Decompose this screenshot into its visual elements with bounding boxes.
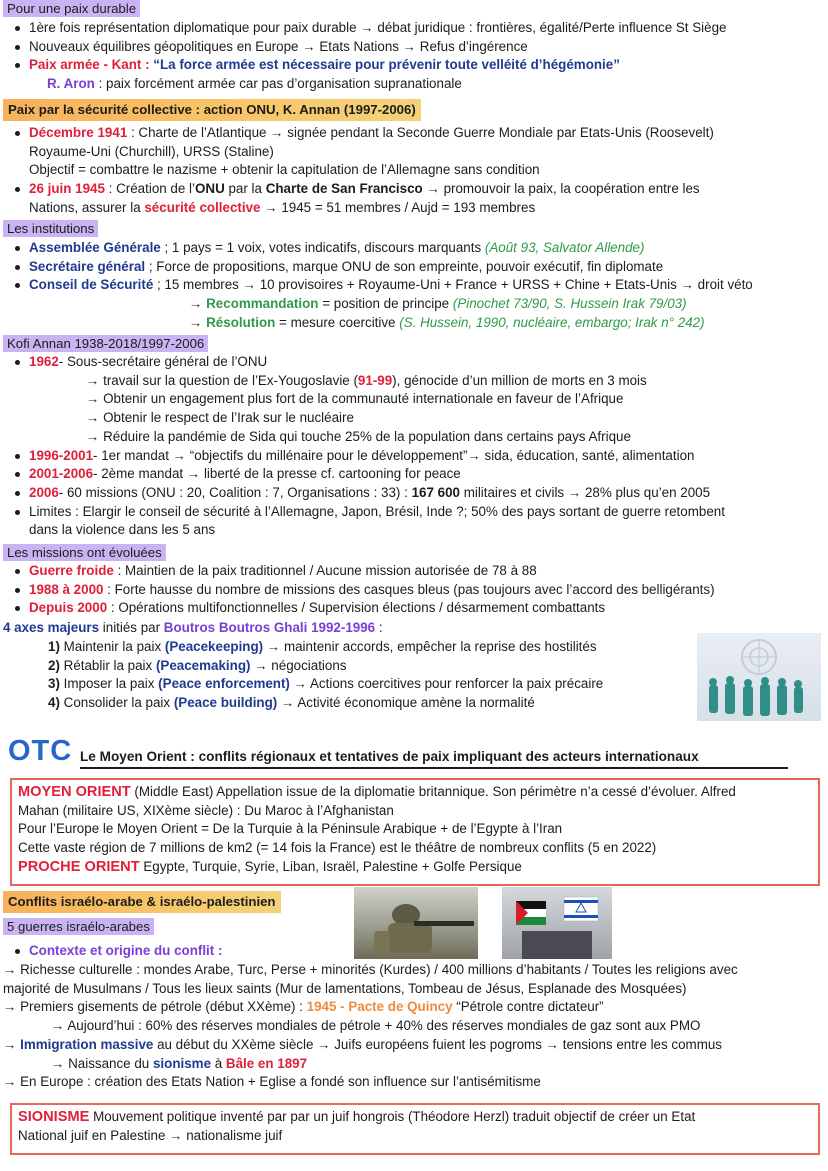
text-line: → Premiers gisements de pétrole (début XXème) : 1945 - Pacte de Quincy “Pétrole contre dictateur”: [3, 999, 604, 1015]
list-item: 2001-2006- 2ème mandat → liberté de la presse cf. cartooning for peace: [3, 465, 822, 484]
list-item: Paix armée - Kant : “La force armée est nécessaire pour prévenir toute velléité d’hégémonie”: [3, 56, 822, 75]
list-continuation: Objectif = combattre le nazisme + obtenir la capitulation de l’Allemagne sans condition: [29, 162, 540, 178]
box-line: National juif en Palestine → nationalisme juif: [18, 1127, 283, 1143]
axes-intro: 4 axes majeurs initiés par Boutros Boutros Ghali 1992-1996 :: [3, 620, 383, 635]
institutions-list: [3, 239, 822, 333]
list-item: Depuis 2000 : Opérations multifonctionnelles / Supervision élections / désarmement combattants: [3, 599, 822, 618]
list-item: 1ère fois représentation diplomatique pour paix durable → débat juridique : frontières, égalité/Perte influence St Siège: [3, 19, 822, 38]
list-continuation: → Recommandation = position de principe (Pinochet 73/90, S. Hussein Irak 79/03): [189, 296, 687, 312]
contexte-details: [3, 961, 822, 1092]
list-continuation: Nations, assurer la sécurité collective → 1945 = 51 membres / Aujd = 193 membres: [29, 199, 536, 215]
text-line: → Aujourd’hui : 60% des réserves mondiales de pétrole + 40% des réserves mondiales de gaz sont aux PMO: [51, 1018, 701, 1034]
list-item: Conseil de Sécurité ; 15 membres → 10 provisoires + Royaume-Uni + France + URSS + Chine + Etats-Unis → droit véto: [3, 276, 822, 295]
list-continuation: → Réduire la pandémie de Sida qui touche 25% de la population dans certains pays Afrique: [86, 428, 631, 444]
text-line: → Immigration massive au début du XXème siècle → Juifs européens fuient les pogroms → tensions entre les commus: [3, 1036, 722, 1052]
list-item: 1962- Sous-secrétaire général de l’ONU: [3, 353, 822, 372]
list-item: Contexte et origine du conflit :: [3, 942, 822, 961]
axis-item: 3) Imposer la paix (Peace enforcement) → Actions coercitives pour renforcer la paix précaire: [48, 676, 604, 692]
list-item: 1988 à 2000 : Forte hausse du nombre de missions des casques bleus (pas toujours avec l’accord des belligérants): [3, 581, 822, 600]
list-item: Nouveaux équilibres géopolitiques en Europe → Etats Nations → Refus d’ingérence: [3, 38, 822, 57]
list-continuation: R. Aron : paix forcément armée car pas d’organisation supranationale: [47, 76, 462, 92]
list-item: Secrétaire général ; Force de propositions, marque ONU de son empreinte, pouvoir exécutif, fin diplomate: [3, 258, 822, 277]
un-emblem-icon: [697, 633, 821, 721]
securite-collective-list: [3, 124, 822, 218]
list-item: Assemblée Générale ; 1 pays = 1 voix, votes indicatifs, discours marquants (Août 93, Salvator Allende): [3, 239, 822, 258]
box-line: Mahan (militaire US, XIXème siècle) : Du Maroc à l’Afghanistan: [18, 802, 394, 818]
list-continuation: → Obtenir un engagement plus fort de la communauté internationale en faveur de l’Afrique: [86, 391, 624, 407]
sionisme-box: [10, 1103, 820, 1155]
box-line: Cette vaste région de 7 millions de km2 (= 14 fois la France) est le théâtre de nombreux conflits (5 en 2022): [18, 840, 657, 856]
list-continuation: Royaume-Uni (Churchill), URSS (Staline): [29, 143, 274, 159]
section-title-conflits: Conflits israélo-arabe & israélo-palestinien: [3, 891, 281, 913]
list-continuation: → Obtenir le respect de l’Irak sur le nucléaire: [86, 410, 354, 426]
list-item: 1996-2001- 1er mandat → “objectifs du millénaire pour le développement”→ sida, éducation, santé, alimentation: [3, 447, 822, 466]
moyen-orient-box: [10, 778, 820, 886]
paix-durable-list: [3, 19, 822, 94]
axis-item: 1) Maintenir la paix (Peacekeeping) → maintenir accords, empêcher la reprise des hostilités: [48, 639, 597, 654]
axis-item: 2) Rétablir la paix (Peacemaking) → négociations: [48, 657, 347, 673]
contexte-list: [3, 942, 822, 961]
list-continuation: → travail sur la question de l’Ex-Yougoslavie (91-99), génocide d’un million de morts en 3 mois: [86, 372, 647, 388]
text-line: majorité de Musulmans / Tous les lieux saints (Mur de lamentations, Tombeau de Jésus, Esplanade des Mosquées): [3, 980, 687, 996]
list-item: 2006- 60 missions (ONU : 20, Coalition : 7, Organisations : 33) : 167 600 militaires et civils → 28% plus qu’en 2005: [3, 484, 822, 503]
text-line: → Richesse culturelle : mondes Arabe, Turc, Perse + minorités (Kurdes) / 400 millions d’habitants / Toutes les religions avec: [3, 962, 738, 977]
list-continuation: dans la violence dans les 5 ans: [29, 522, 216, 538]
list-item: 26 juin 1945 : Création de l’ONU par la Charte de San Francisco → promouvoir la paix, la coopération entre les: [3, 180, 822, 199]
box-line: MOYEN ORIENT (Middle East) Appellation issue de la diplomatie britannique. Son périmètre n’a cessé d’évoluer. Alfred: [18, 784, 736, 800]
section-title-kofi-annan: Kofi Annan 1938-2018/1997-2006: [3, 335, 208, 352]
otc-label: OTC: [8, 735, 73, 767]
section-title-securite-collective: Paix par la sécurité collective : action ONU, K. Annan (1997-2006): [3, 99, 421, 121]
text-line: → En Europe : création des Etats Nation + Eglise a fondé son influence sur l’antisémitisme: [3, 1074, 541, 1090]
axis-item: 4) Consolider la paix (Peace building) → Activité économique amène la normalité: [48, 695, 535, 711]
section-title-institutions: Les institutions: [3, 220, 98, 237]
list-item: Limites : Elargir le conseil de sécurité à l’Allemagne, Japon, Brésil, Inde ?; 50% des pays sortant de guerre retombent: [3, 503, 822, 522]
section-title-paix-durable: Pour une paix durable: [3, 0, 140, 17]
otc-title: Le Moyen Orient : conflits régionaux et tentatives de paix impliquant des acteurs internationaux: [80, 749, 699, 764]
section-subtitle-guerres: 5 guerres israélo-arabes: [3, 918, 154, 935]
list-continuation: → Résolution = mesure coercitive (S. Hussein, 1990, nucléaire, embargo; Irak n° 242): [189, 314, 705, 330]
list-item: Guerre froide : Maintien de la paix traditionnel / Aucune mission autorisée de 78 à 88: [3, 562, 822, 581]
missions-list: [3, 562, 822, 618]
list-item: Décembre 1941 : Charte de l’Atlantique → signée pendant la Seconde Guerre Mondiale par Etats-Unis (Roosevelt): [3, 124, 822, 143]
box-line: SIONISME Mouvement politique inventé par par un juif hongrois (Théodore Herzl) traduit objectif de créer un Etat: [18, 1109, 696, 1125]
kofi-annan-list: [3, 353, 822, 540]
otc-underline: [80, 767, 788, 769]
text-line: → Naissance du sionisme à Bâle en 1897: [51, 1055, 308, 1071]
section-title-missions: Les missions ont évoluées: [3, 544, 166, 561]
box-line: PROCHE ORIENT Egypte, Turquie, Syrie, Liban, Israël, Palestine + Golfe Persique: [18, 858, 522, 875]
un-peacekeepers-photo: [697, 633, 821, 721]
box-line: Pour l’Europe le Moyen Orient = De la Turquie à la Péninsule Arabique + de l’Egypte à l’Iran: [18, 821, 563, 837]
